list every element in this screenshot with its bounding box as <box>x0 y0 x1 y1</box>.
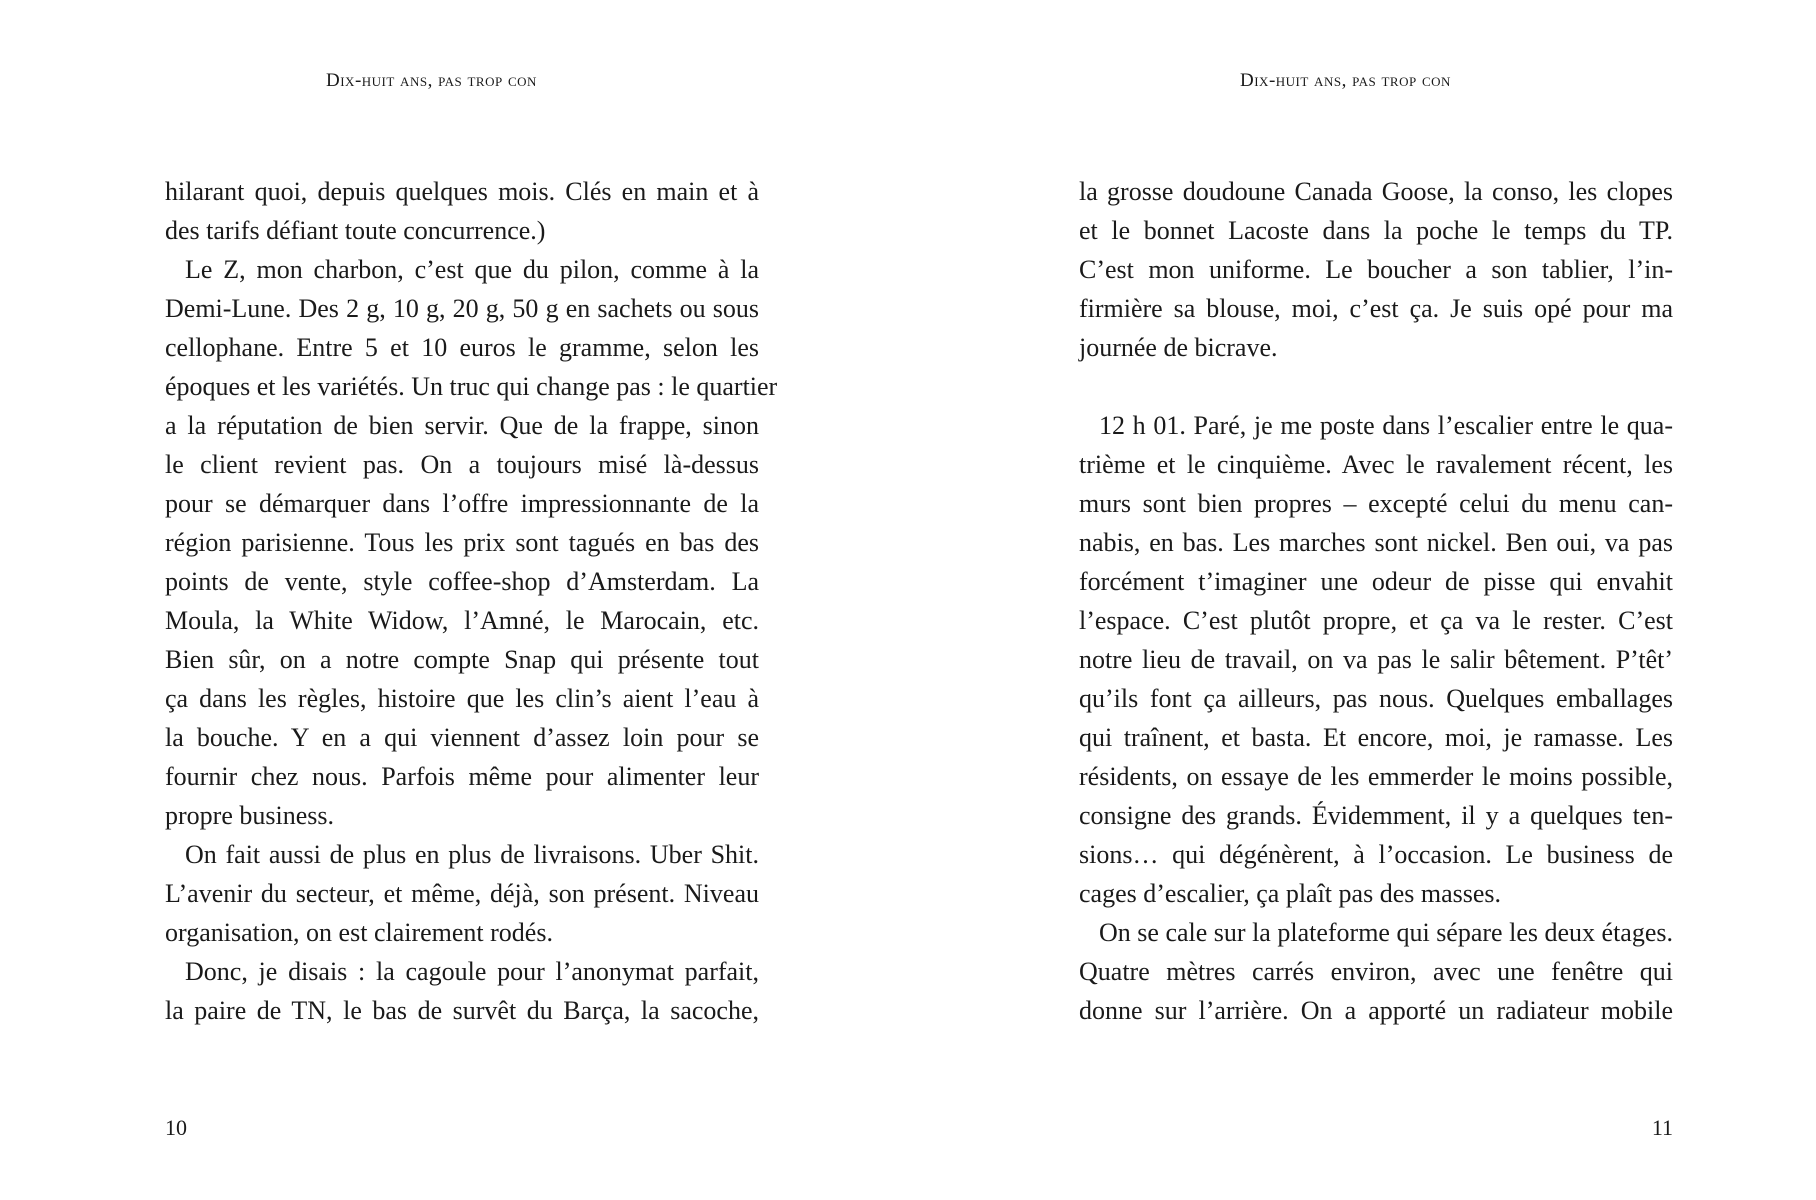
text-line: propre business. <box>165 801 334 830</box>
text-line: Demi-Lune. Des 2 g, 10 g, 20 g, 50 g en sachets ou sous <box>165 294 759 323</box>
text-line: On se cale sur la plateforme qui sépare les deux étages. <box>1099 918 1673 947</box>
text-line: organisation, on est clairement rodés. <box>165 918 553 947</box>
text-line: C’est mon uniforme. Le boucher a son tablier, l’in- <box>1079 255 1673 284</box>
text-line: qu’ils font ça ailleurs, pas nous. Quelques emballages <box>1079 684 1673 713</box>
text-line: l’espace. C’est plutôt propre, et ça va le rester. C’est <box>1079 606 1673 635</box>
text-line: nabis, en bas. Les marches sont nickel. Ben oui, va pas <box>1079 528 1673 557</box>
text-line: sions… qui dégénèrent, à l’occasion. Le business de <box>1079 840 1673 869</box>
page-number: 10 <box>165 1115 187 1140</box>
text-line: trième et le cinquième. Avec le ravalement récent, les <box>1079 450 1673 479</box>
text-line: murs sont bien propres – excepté celui du menu can- <box>1079 489 1673 518</box>
text-line: résidents, on essaye de les emmerder le moins possible, <box>1079 762 1673 791</box>
text-line: qui traînent, et basta. Et encore, moi, je ramasse. Les <box>1079 723 1673 752</box>
text-line: notre lieu de travail, on va pas le salir bêtement. P’têt’ <box>1079 645 1673 674</box>
text-line: région parisienne. Tous les prix sont tagués en bas des <box>165 528 759 557</box>
page-number: 11 <box>1651 1115 1673 1140</box>
text-line: la paire de TN, le bas de survêt du Barça, la sacoche, <box>165 996 759 1025</box>
text-line: des tarifs défiant toute concurrence.) <box>165 216 546 245</box>
text-line: Quatre mètres carrés environ, avec une fenêtre qui <box>1079 957 1673 986</box>
text-line: On fait aussi de plus en plus de livraisons. Uber Shit. <box>185 840 759 869</box>
text-line: Donc, je disais : la cagoule pour l’anonymat parfait, <box>185 957 759 986</box>
text-line: la bouche. Y en a qui viennent d’assez loin pour se <box>165 723 759 752</box>
text-line: journée de bicrave. <box>1079 333 1278 362</box>
body-text <box>1079 172 1673 1030</box>
text-line: la grosse doudoune Canada Goose, la conso, les clopes <box>1079 177 1673 206</box>
text-line: consigne des grands. Évidemment, il y a quelques ten- <box>1079 801 1673 830</box>
text-line: fournir chez nous. Parfois même pour alimenter leur <box>165 762 759 791</box>
text-line: L’avenir du secteur, et même, déjà, son présent. Niveau <box>165 879 759 908</box>
text-line: le client revient pas. On a toujours misé là-dessus <box>165 450 759 479</box>
text-line: pour se démarquer dans l’offre impressionnante de la <box>165 489 759 518</box>
text-line: et le bonnet Lacoste dans la poche le temps du TP. <box>1079 216 1673 245</box>
text-line: a la réputation de bien servir. Que de la frappe, sinon <box>165 411 759 440</box>
right-page <box>908 0 1816 1200</box>
text-line: firmière sa blouse, moi, c’est ça. Je suis opé pour ma <box>1079 294 1673 323</box>
text-line: ça dans les règles, histoire que les clin’s aient l’eau à <box>165 684 759 713</box>
text-line: forcément t’imaginer une odeur de pisse qui envahit <box>1079 567 1673 596</box>
blank-line <box>1079 367 1673 406</box>
text-line: Bien sûr, on a notre compte Snap qui présente tout <box>165 645 759 674</box>
running-head: Dix-huit ans, pas trop con <box>326 70 537 91</box>
text-line: 12 h 01. Paré, je me poste dans l’escalier entre le qua- <box>1099 411 1673 440</box>
text-line: points de vente, style coffee-shop d’Amsterdam. La <box>165 567 759 596</box>
running-head: Dix-huit ans, pas trop con <box>1240 70 1451 91</box>
text-line: Le Z, mon charbon, c’est que du pilon, comme à la <box>185 255 759 284</box>
text-line: cages d’escalier, ça plaît pas des masses. <box>1079 879 1502 908</box>
text-line: donne sur l’arrière. On a apporté un radiateur mobile <box>1079 996 1673 1025</box>
text-line: cellophane. Entre 5 et 10 euros le gramme, selon les <box>165 333 759 362</box>
text-line: hilarant quoi, depuis quelques mois. Clés en main et à <box>165 177 759 206</box>
text-line: époques et les variétés. Un truc qui change pas : le quartier <box>165 372 778 401</box>
text-line: Moula, la White Widow, l’Amné, le Marocain, etc. <box>165 606 759 635</box>
body-text <box>165 172 778 1030</box>
